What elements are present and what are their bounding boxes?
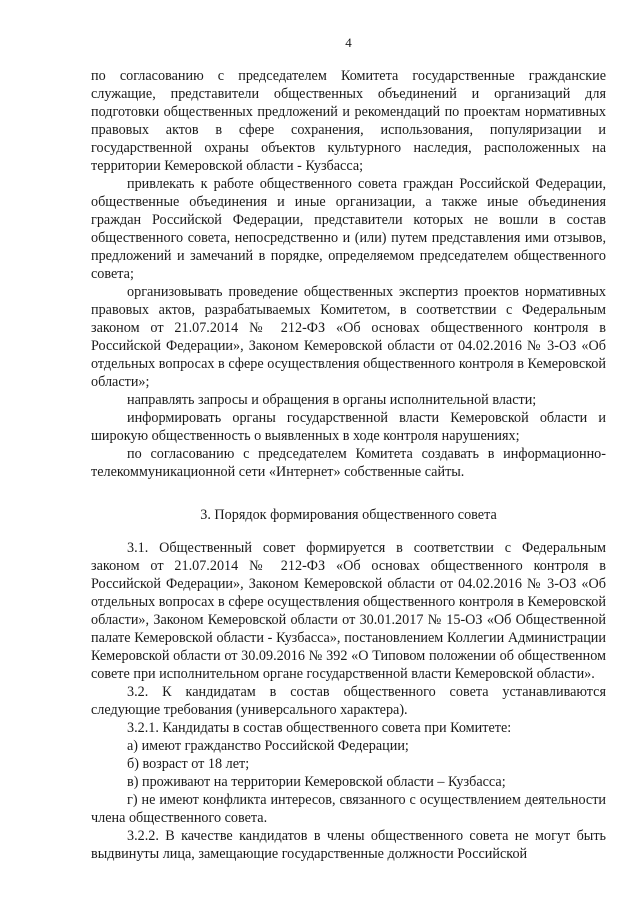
paragraph: а) имеют гражданство Российской Федерации; xyxy=(127,738,409,754)
paragraph: б) возраст от 18 лет; xyxy=(127,756,250,772)
paragraph: 3.2. К кандидатам в состав общественного совета устанавливаются следующие требования (универсального характера). xyxy=(91,684,606,718)
paragraphs-after-section xyxy=(91,539,606,863)
paragraph: по согласованию с председателем Комитета создавать в информационно-телекоммуникационной сети «Интернет» собственные сайты. xyxy=(91,446,606,480)
paragraphs-before-section xyxy=(91,67,606,481)
paragraph: организовывать проведение общественных экспертиз проектов нормативных правовых актов, разрабатываемых Комитетом, в соответствии с Федеральным законом от 21.07.2014 № 212-ФЗ «Об основах общественного контроля в Российской Федерации», Законом Кемеровской области от 04.02.2016 № 3-ОЗ «Об отдельных вопросах в сфере осуществления общественного контроля в Кемеровской области»; xyxy=(91,284,606,390)
paragraph: г) не имеют конфликта интересов, связанного с осуществлением деятельности члена общественного совета. xyxy=(91,792,606,826)
paragraph: привлекать к работе общественного совета граждан Российской Федерации, общественные объединения и иные организации, а также иные объединения граждан Российской Федерации, представители которых не вошли в состав общественного совета, непосредственно и (или) путем представления ими отзывов, предложений и замечаний в порядке, определяемом председателем общественного совета; xyxy=(91,176,606,282)
page-number: 4 xyxy=(345,35,352,50)
paragraph: 3.1. Общественный совет формируется в соответствии с Федеральным законом от 21.07.2014 № 212-ФЗ «Об основах общественного контроля в Российской Федерации», Законом Кемеровской области от 04.02.2016 № 3-ОЗ «Об отдельных вопросах в сфере осуществления общественного контроля в Кемеровской области», Законом Кемеровской области от 30.01.2017 № 15-ОЗ «Об Общественной палате Кемеровской области - Кузбасса», постановлением Коллегии Администрации Кемеровской области от 30.09.2016 № 392 «О Типовом положении об общественном совете при исполнительном органе государственной власти Кемеровской области». xyxy=(91,540,606,682)
paragraph: по согласованию с председателем Комитета государственные гражданские служащие, представители общественных объединений и организаций для подготовки общественных предложений и рекомендаций по проектам нормативных правовых актов в сфере сохранения, использования, популяризации и государственной охраны объектов культурного наследия, расположенных на территории Кемеровской области - Кузбасса; xyxy=(91,68,606,174)
paragraph: направлять запросы и обращения в органы исполнительной власти; xyxy=(127,392,537,408)
paragraph: в) проживают на территории Кемеровской области – Кузбасса; xyxy=(127,774,506,790)
paragraph: информировать органы государственной власти Кемеровской области и широкую общественность о выявленных в ходе контроля нарушениях; xyxy=(91,410,606,444)
paragraph: 3.2.1. Кандидаты в состав общественного совета при Комитете: xyxy=(127,720,512,736)
paragraph: 3.2.2. В качестве кандидатов в члены общественного совета не могут быть выдвинуты лица, замещающие государственные должности Российской xyxy=(91,828,606,862)
section-heading: 3. Порядок формирования общественного совета xyxy=(200,507,497,523)
